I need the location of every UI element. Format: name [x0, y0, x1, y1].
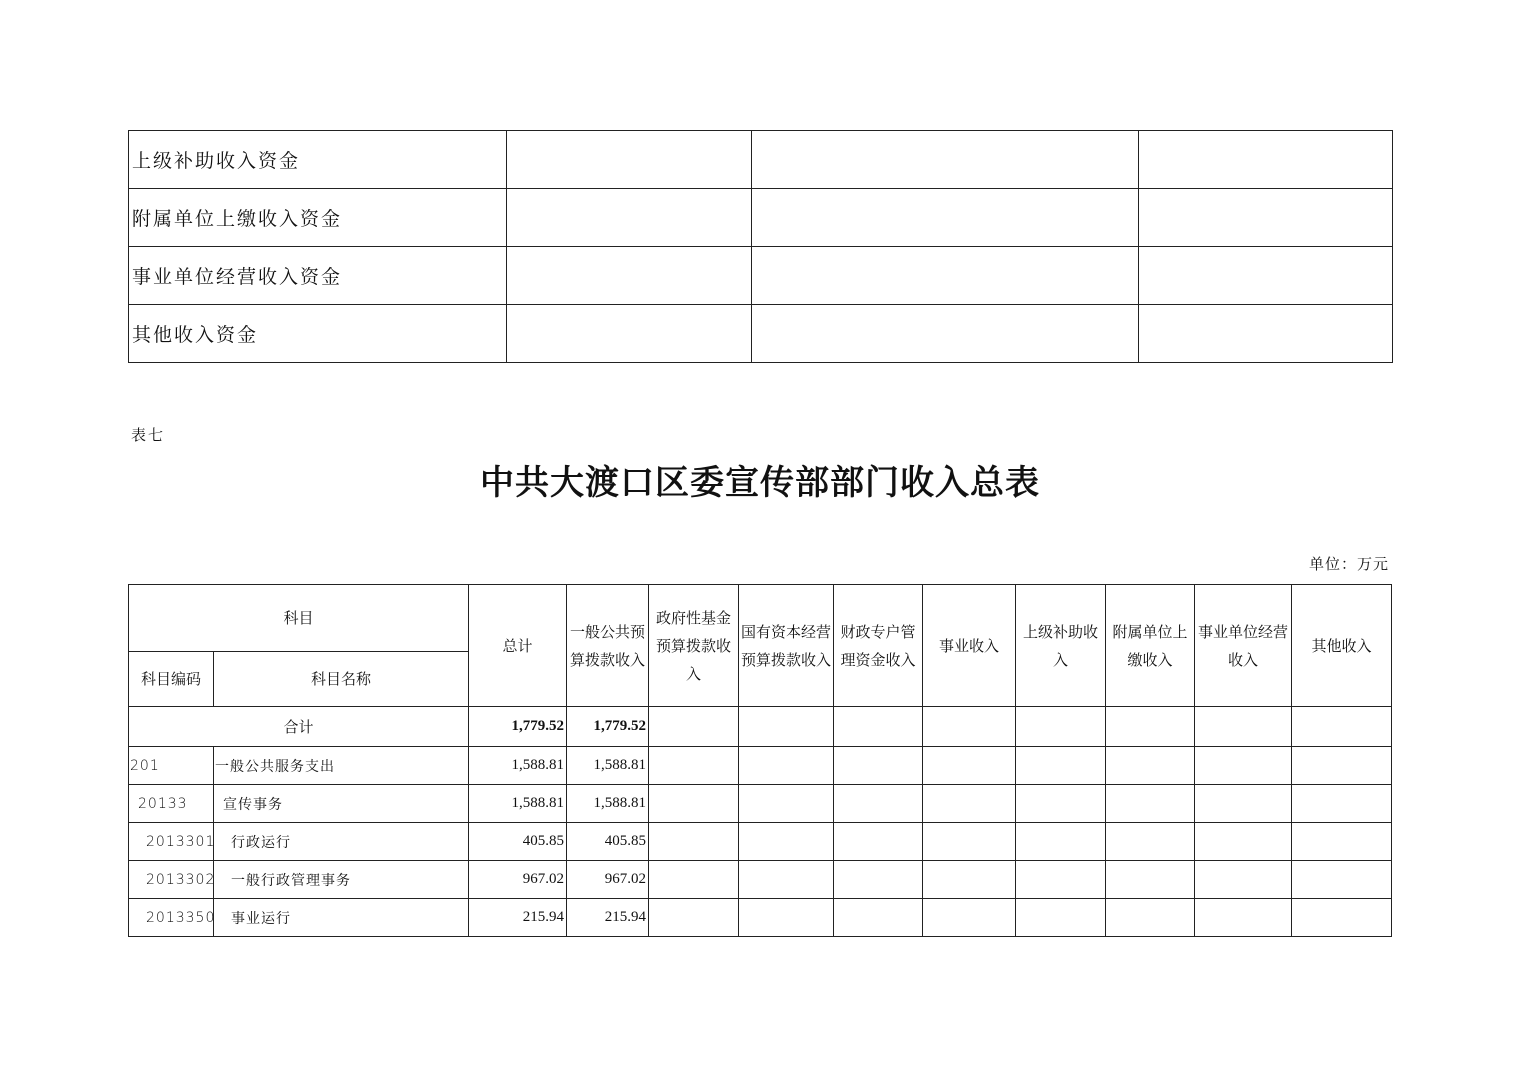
empty-cell [923, 707, 1016, 747]
empty-cell [1195, 861, 1292, 899]
empty-cell [739, 823, 834, 861]
general-budget-value: 215.94 [567, 899, 649, 937]
empty-cell [507, 189, 752, 247]
empty-cell [834, 899, 923, 937]
header-total: 总计 [469, 585, 567, 707]
empty-cell [649, 823, 739, 861]
general-budget-value: 1,588.81 [567, 747, 649, 785]
table-row [129, 785, 1392, 823]
empty-cell [1195, 747, 1292, 785]
empty-cell [834, 785, 923, 823]
table-row [129, 861, 1392, 899]
empty-cell [649, 899, 739, 937]
empty-cell [1106, 785, 1195, 823]
empty-cell [649, 707, 739, 747]
header-operating-income: 事业单位经营收入 [1195, 585, 1292, 707]
total-value: 215.94 [469, 899, 567, 937]
empty-cell [752, 247, 1139, 305]
table-row [129, 247, 1393, 305]
subject-code: 2013301 [129, 823, 214, 861]
header-fiscal-special: 财政专户管理资金收入 [834, 585, 923, 707]
subject-name: 事业运行 [214, 899, 469, 937]
income-summary-table [128, 584, 1392, 937]
empty-cell [507, 305, 752, 363]
empty-cell [1292, 861, 1392, 899]
total-value: 1,588.81 [469, 747, 567, 785]
subject-name: 行政运行 [214, 823, 469, 861]
empty-cell [923, 823, 1016, 861]
empty-cell [752, 189, 1139, 247]
empty-cell [1139, 189, 1393, 247]
total-value: 405.85 [469, 823, 567, 861]
empty-cell [1016, 861, 1106, 899]
header-gov-fund: 政府性基金预算拨款收入 [649, 585, 739, 707]
header-business-income: 事业收入 [923, 585, 1016, 707]
empty-cell [1292, 707, 1392, 747]
empty-cell [739, 785, 834, 823]
row-label: 附属单位上缴收入资金 [129, 189, 507, 247]
empty-cell [834, 823, 923, 861]
row-label: 上级补助收入资金 [129, 131, 507, 189]
empty-cell [1195, 707, 1292, 747]
empty-cell [1016, 899, 1106, 937]
subject-name: 一般行政管理事务 [214, 861, 469, 899]
empty-cell [1292, 823, 1392, 861]
empty-cell [1016, 785, 1106, 823]
empty-cell [923, 861, 1016, 899]
table-row [129, 189, 1393, 247]
empty-cell [1292, 747, 1392, 785]
table-row [129, 823, 1392, 861]
header-other-income: 其他收入 [1292, 585, 1392, 707]
empty-cell [649, 785, 739, 823]
table-row [129, 747, 1392, 785]
empty-cell [1016, 823, 1106, 861]
empty-cell [834, 707, 923, 747]
page-title: 中共大渡口区委宣传部部门收入总表 [480, 463, 1040, 503]
empty-cell [834, 747, 923, 785]
subject-name: 宣传事务 [214, 785, 469, 823]
general-budget-value: 405.85 [567, 823, 649, 861]
header-subject: 科目 [129, 585, 469, 652]
empty-cell [1106, 747, 1195, 785]
subject-code: 201 [129, 747, 214, 785]
unit-label: 单位：万元 [1308, 555, 1389, 573]
empty-cell [1106, 823, 1195, 861]
header-subject-code: 科目编码 [129, 652, 214, 707]
table-row [129, 899, 1392, 937]
header-affiliated-units: 附属单位上缴收入 [1106, 585, 1195, 707]
empty-cell [752, 305, 1139, 363]
empty-cell [752, 131, 1139, 189]
empty-cell [1195, 785, 1292, 823]
row-label: 事业单位经营收入资金 [129, 247, 507, 305]
empty-cell [1195, 899, 1292, 937]
empty-cell [739, 861, 834, 899]
empty-cell [507, 131, 752, 189]
general-budget-value: 1,588.81 [567, 785, 649, 823]
total-value: 1,588.81 [469, 785, 567, 823]
header-state-capital: 国有资本经营预算拨款收入 [739, 585, 834, 707]
table-row [129, 305, 1393, 363]
total-label: 合计 [129, 707, 469, 747]
subject-code: 20133 [129, 785, 214, 823]
total-value: 967.02 [469, 861, 567, 899]
empty-cell [1139, 131, 1393, 189]
empty-cell [739, 899, 834, 937]
empty-cell [923, 785, 1016, 823]
subject-code: 2013302 [129, 861, 214, 899]
empty-cell [1016, 747, 1106, 785]
empty-cell [1292, 785, 1392, 823]
header-row [129, 585, 1392, 652]
empty-cell [1292, 899, 1392, 937]
general-budget-value: 967.02 [567, 861, 649, 899]
table-row [129, 131, 1393, 189]
empty-cell [1139, 247, 1393, 305]
empty-cell [1139, 305, 1393, 363]
empty-cell [649, 861, 739, 899]
subject-code: 2013350 [129, 899, 214, 937]
total-row [129, 707, 1392, 747]
empty-cell [1016, 707, 1106, 747]
empty-cell [923, 747, 1016, 785]
empty-cell [1106, 707, 1195, 747]
empty-cell [834, 861, 923, 899]
subject-name: 一般公共服务支出 [214, 747, 469, 785]
empty-cell [507, 247, 752, 305]
empty-cell [923, 899, 1016, 937]
empty-cell [739, 707, 834, 747]
total-value: 1,779.52 [469, 707, 567, 747]
empty-cell [1106, 899, 1195, 937]
header-subject-name: 科目名称 [214, 652, 469, 707]
table-number-label: 表七 [131, 426, 166, 444]
empty-cell [1106, 861, 1195, 899]
row-label: 其他收入资金 [129, 305, 507, 363]
general-budget-value: 1,779.52 [567, 707, 649, 747]
empty-cell [739, 747, 834, 785]
top-income-table [128, 130, 1393, 363]
header-general-budget: 一般公共预算拨款收入 [567, 585, 649, 707]
empty-cell [1195, 823, 1292, 861]
header-superior-subsidy: 上级补助收入 [1016, 585, 1106, 707]
empty-cell [649, 747, 739, 785]
